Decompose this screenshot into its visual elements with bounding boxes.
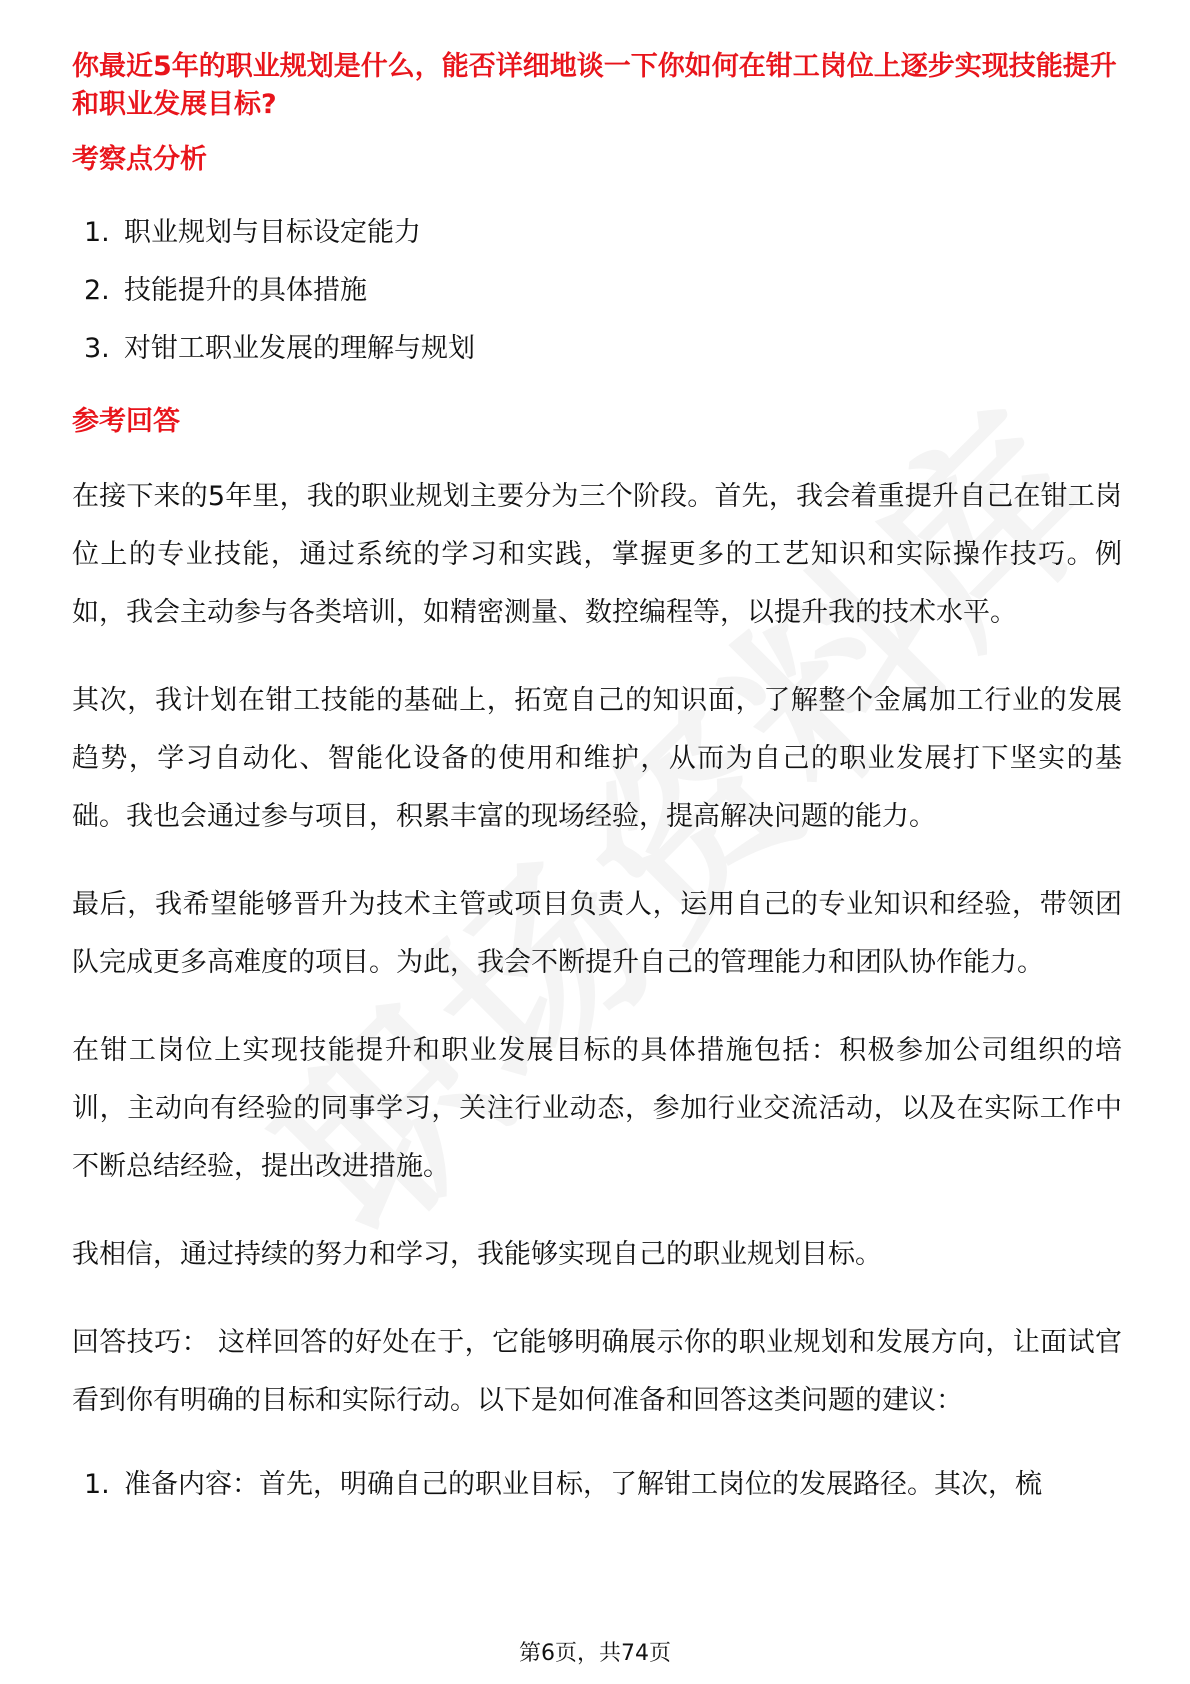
answer-body: [72, 468, 1122, 1430]
answer-paragraph: 其次，我计划在钳工技能的基础上，拓宽自己的知识面，了解整个金属加工行业的发展趋势，学习自动化、智能化设备的使用和维护，从而为自己的职业发展打下坚实的基础。我也会通过参与项目，积累丰富的现场经验，提高解决问题的能力。: [72, 685, 1122, 832]
analysis-list: [72, 204, 1122, 378]
document-page: [72, 48, 1122, 1514]
answer-tips-paragraph: 回答技巧： 这样回答的好处在于，它能够明确展示你的职业规划和发展方向，让面试官看到你有明确的目标和实际行动。以下是如何准备和回答这类问题的建议：: [72, 1327, 1122, 1416]
tips-list: [72, 1456, 1122, 1514]
page-number: 第6页，共74页: [519, 1641, 671, 1666]
answer-paragraph: 在钳工岗位上实现技能提升和职业发展目标的具体措施包括：积极参加公司组织的培训，主动向有经验的同事学习，关注行业动态，参加行业交流活动，以及在实际工作中不断总结经验，提出改进措施。: [72, 1035, 1122, 1182]
answer-paragraph: 在接下来的5年里，我的职业规划主要分为三个阶段。首先，我会着重提升自己在钳工岗位上的专业技能，通过系统的学习和实践，掌握更多的工艺知识和实际操作技巧。例如，我会主动参与各类培训，如精密测量、数控编程等，以提升我的技术水平。: [72, 481, 1122, 628]
list-item: 2. 技能提升的具体措施: [84, 275, 367, 306]
answer-paragraph: 最后，我希望能够晋升为技术主管或项目负责人，运用自己的专业知识和经验，带领团队完成更多高难度的项目。为此，我会不断提升自己的管理能力和团队协作能力。: [72, 889, 1122, 978]
answer-paragraph: 我相信，通过持续的努力和学习，我能够实现自己的职业规划目标。: [72, 1239, 882, 1270]
question-title: 你最近5年的职业规划是什么，能否详细地谈一下你如何在钳工岗位上逐步实现技能提升和职业发展目标?: [72, 51, 1117, 120]
list-item: 1. 职业规划与目标设定能力: [84, 217, 421, 248]
list-item: 1. 准备内容：首先，明确自己的职业目标，了解钳工岗位的发展路径。其次，梳: [84, 1469, 1042, 1500]
list-item: 3. 对钳工职业发展的理解与规划: [84, 333, 475, 364]
answer-heading: 参考回答: [72, 406, 180, 437]
analysis-heading: 考察点分析: [72, 144, 207, 175]
